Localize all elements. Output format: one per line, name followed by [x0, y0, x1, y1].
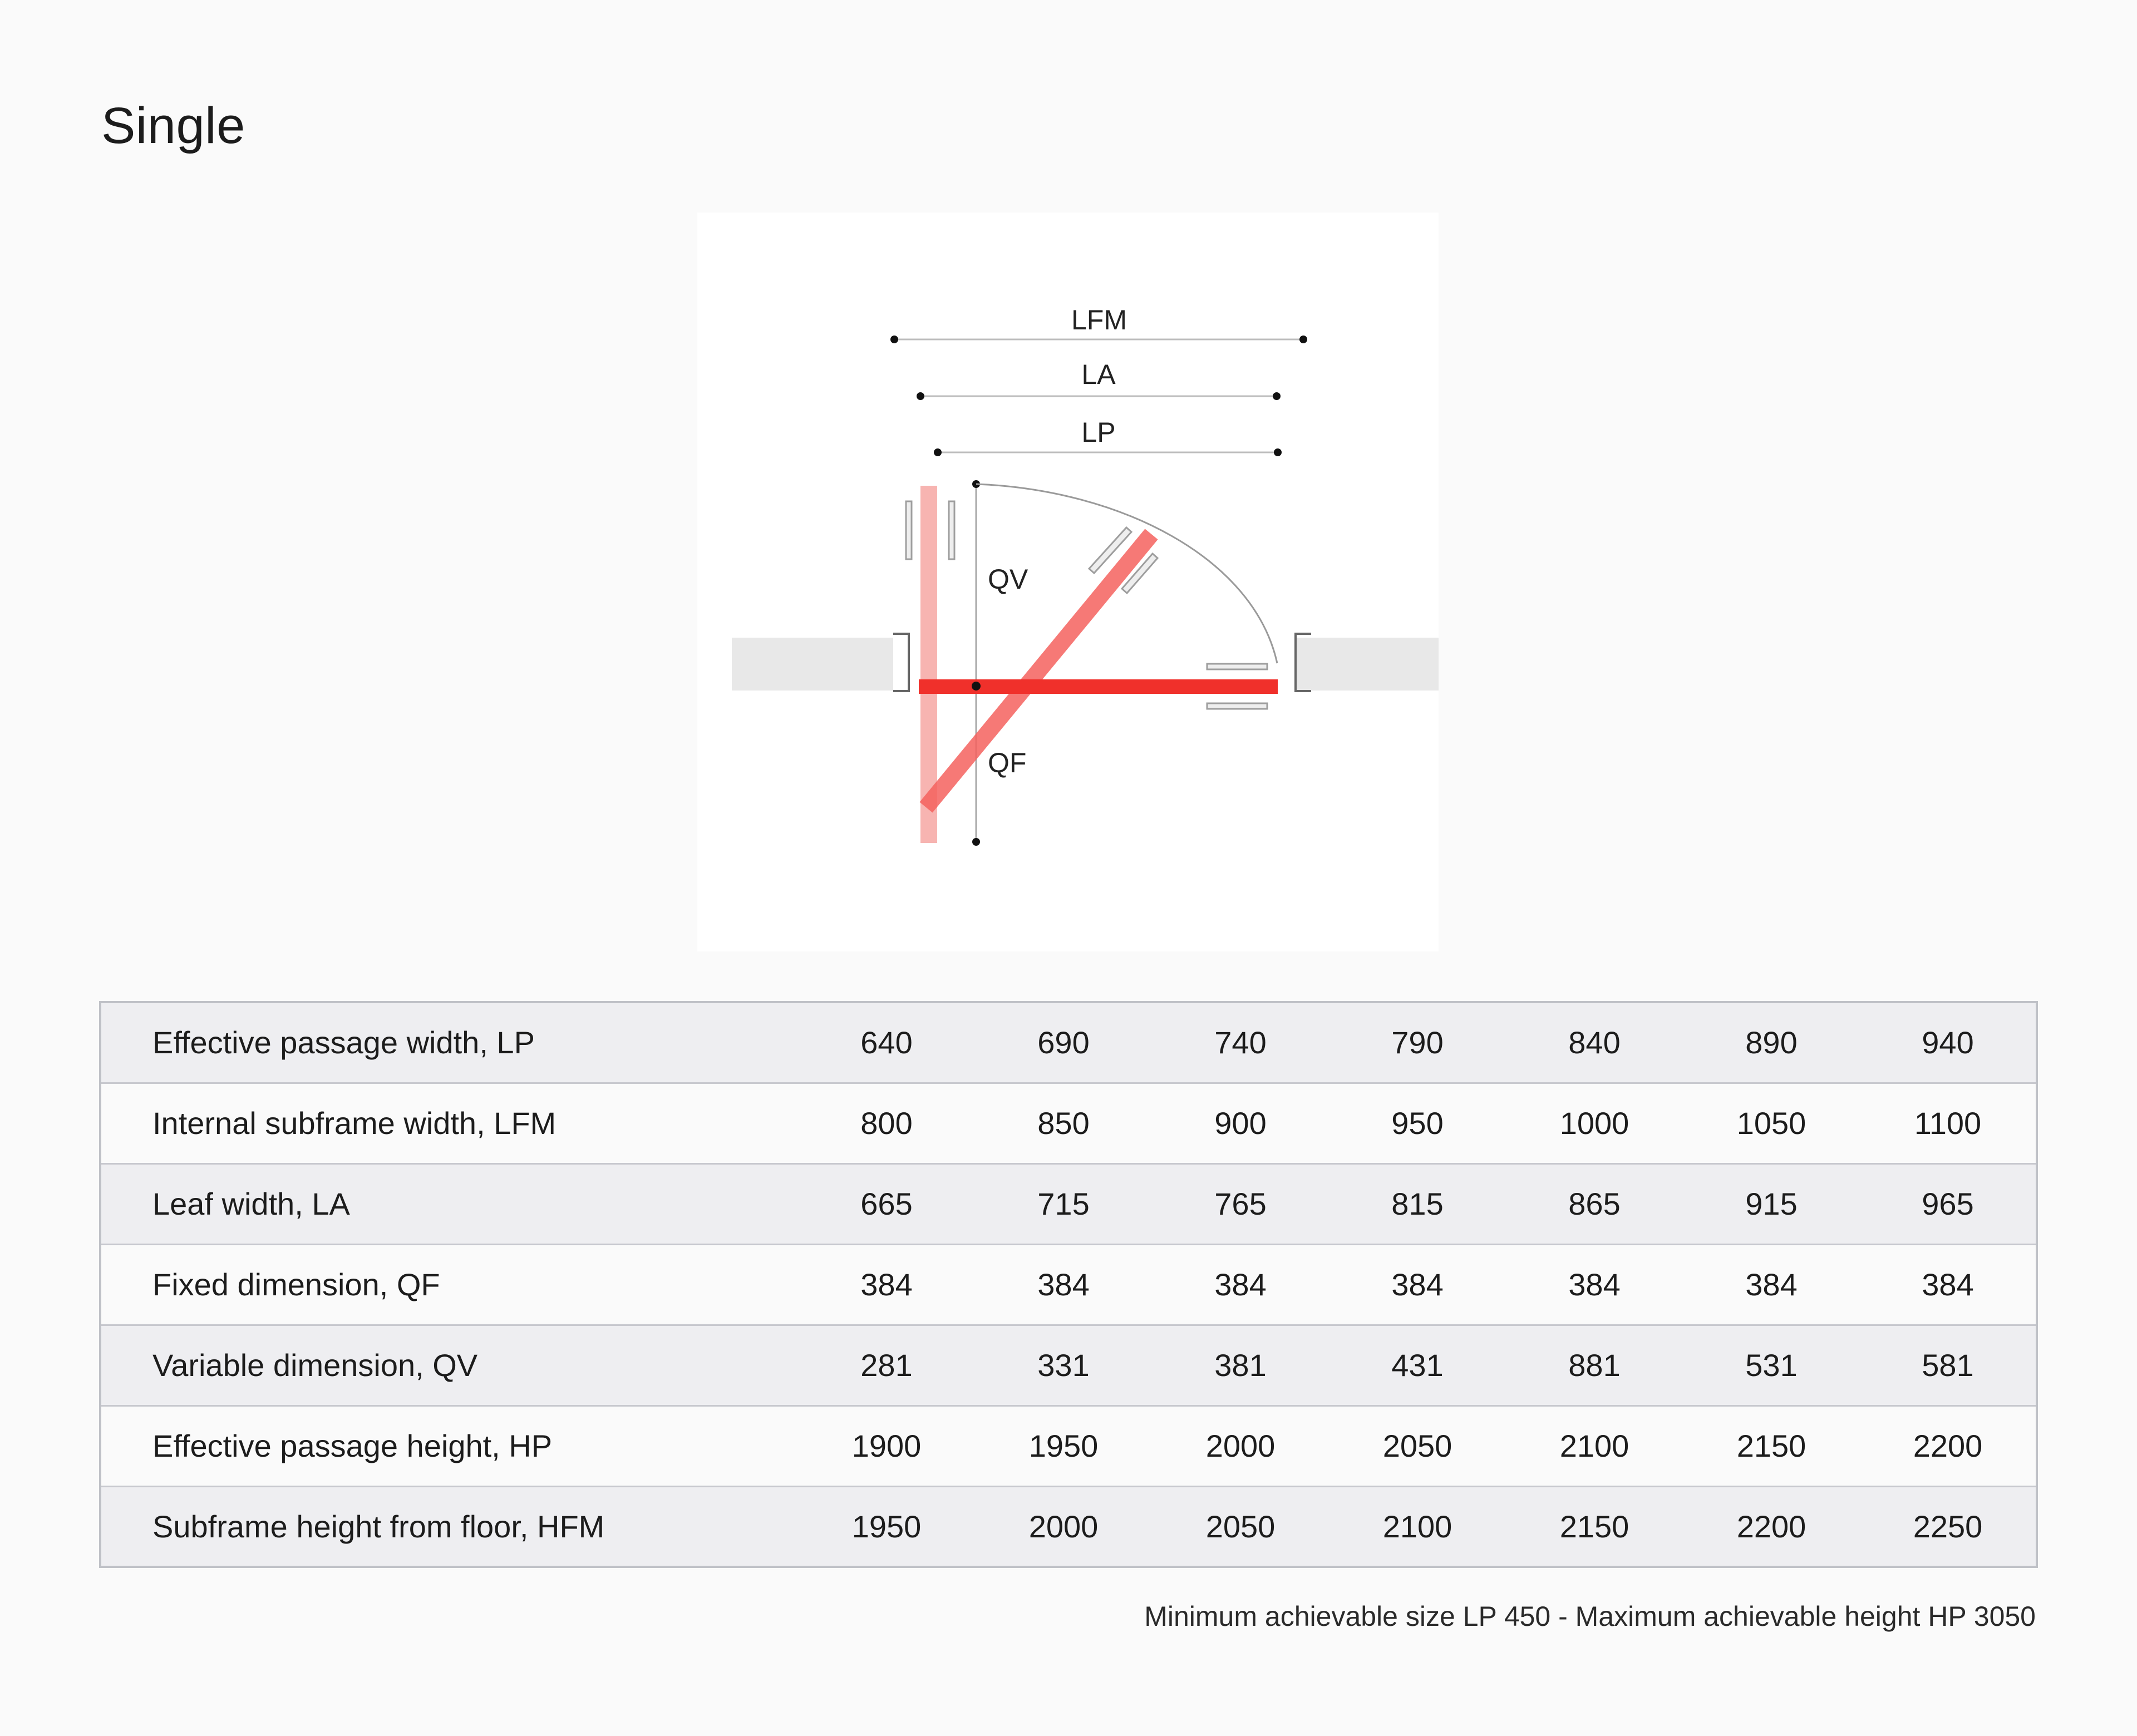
- table-cell: 2200: [1683, 1486, 1860, 1567]
- row-label: Internal subframe width, LFM: [100, 1083, 798, 1163]
- table-cell: 2250: [1860, 1486, 2037, 1567]
- table-row: [100, 1486, 2037, 1567]
- label-la: LA: [1081, 359, 1116, 390]
- table-row: [100, 1083, 2037, 1163]
- row-label: Variable dimension, QV: [100, 1325, 798, 1405]
- table-row: [100, 1244, 2037, 1325]
- row-label: Effective passage height, HP: [100, 1405, 798, 1486]
- table-row: [100, 1163, 2037, 1244]
- dimension-la: [917, 392, 1281, 400]
- table-cell: 1100: [1860, 1083, 2037, 1163]
- table-cell: 1900: [798, 1405, 975, 1486]
- label-qf: QF: [988, 747, 1027, 778]
- table-cell: 1950: [975, 1405, 1152, 1486]
- table-cell: 881: [1506, 1325, 1683, 1405]
- table-cell: 384: [975, 1244, 1152, 1325]
- right-wall: [1296, 638, 1439, 691]
- table-cell: 281: [798, 1325, 975, 1405]
- table-row: [100, 1002, 2037, 1083]
- table-cell: 384: [1152, 1244, 1329, 1325]
- table-cell: 2000: [1152, 1405, 1329, 1486]
- dimensions-table: [99, 1001, 2038, 1568]
- table-cell: 384: [1329, 1244, 1506, 1325]
- table-cell: 384: [798, 1244, 975, 1325]
- table-cell: 1050: [1683, 1083, 1860, 1163]
- table-cell: 665: [798, 1163, 975, 1244]
- table-cell: 790: [1391, 1025, 1444, 1061]
- dimension-lp: [934, 448, 1282, 456]
- row-label: Fixed dimension, QF: [100, 1244, 798, 1325]
- table-cell: 640: [860, 1025, 913, 1061]
- table-cell: 331: [975, 1325, 1152, 1405]
- label-lfm: LFM: [1071, 304, 1127, 336]
- left-frame-bracket: [893, 634, 909, 691]
- table-cell: 850: [975, 1083, 1152, 1163]
- table-cell: 2150: [1683, 1405, 1860, 1486]
- table-cell: 384: [1506, 1244, 1683, 1325]
- table-cell: 950: [1329, 1083, 1506, 1163]
- door-diagram: [697, 213, 1439, 951]
- dimension-lfm: [890, 336, 1307, 343]
- table-cell: 1000: [1506, 1083, 1683, 1163]
- table-cell: 2050: [1329, 1405, 1506, 1486]
- row-label: Leaf width, LA: [100, 1163, 798, 1244]
- table-cell: 890: [1745, 1025, 1798, 1061]
- table-cell: 690: [1037, 1025, 1090, 1061]
- table-cell: 581: [1860, 1325, 2037, 1405]
- table-cell: 800: [798, 1083, 975, 1163]
- table-cell: 384: [1683, 1244, 1860, 1325]
- table-cell: 431: [1329, 1325, 1506, 1405]
- table-cell: 740: [1214, 1025, 1267, 1061]
- table-cell: 2000: [975, 1486, 1152, 1567]
- table-cell: 900: [1152, 1083, 1329, 1163]
- table-cell: 2100: [1506, 1405, 1683, 1486]
- door-leaf-swing: [926, 534, 1151, 807]
- table-cell: 915: [1683, 1163, 1860, 1244]
- table-cell: 2200: [1860, 1405, 2037, 1486]
- row-label: Effective passage width, LP: [152, 1025, 535, 1061]
- table-cell: 384: [1860, 1244, 2037, 1325]
- label-qv: QV: [988, 564, 1028, 595]
- table-cell: 865: [1506, 1163, 1683, 1244]
- table-cell: 765: [1152, 1163, 1329, 1244]
- table-row: [100, 1325, 2037, 1405]
- table-cell: 2150: [1506, 1486, 1683, 1567]
- table-cell: 381: [1152, 1325, 1329, 1405]
- table-cell: 531: [1683, 1325, 1860, 1405]
- table-cell: 815: [1329, 1163, 1506, 1244]
- table-cell: 715: [975, 1163, 1152, 1244]
- label-lp: LP: [1081, 417, 1116, 448]
- table-cell: 940: [1922, 1025, 1974, 1061]
- table-cell: 965: [1860, 1163, 2037, 1244]
- table-cell: 2050: [1152, 1486, 1329, 1567]
- table-cell: 840: [1568, 1025, 1621, 1061]
- table-row: [100, 1405, 2037, 1486]
- page-title: Single: [101, 97, 245, 154]
- footnote: Minimum achievable size LP 450 - Maximum achievable height HP 3050: [1144, 1601, 2036, 1632]
- table-cell: 2100: [1329, 1486, 1506, 1567]
- left-wall: [732, 638, 893, 691]
- row-label: Subframe height from floor, HFM: [100, 1486, 798, 1567]
- table-cell: 1950: [798, 1486, 975, 1567]
